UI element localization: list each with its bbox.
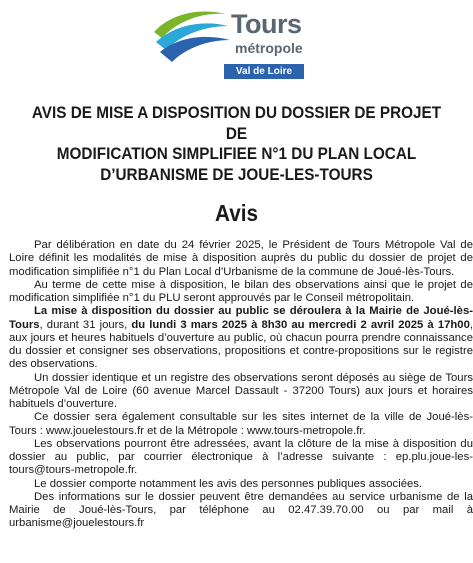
logo-swoosh-icon xyxy=(152,6,232,66)
paragraph: Un dossier identique et un registre des observations seront déposés au siège de Tours Métropole Val de Loire (60 avenue Marcel Dassault - 37200 Tours) aux jours et horaires habituels d’ouverture. xyxy=(9,371,473,410)
title-line: AVIS DE MISE A DISPOSITION DU DOSSIER DE PROJET DE xyxy=(31,103,442,143)
notice-title xyxy=(24,103,450,185)
logo-region-badge: Val de Loire xyxy=(224,64,304,79)
title-line: MODIFICATION SIMPLIFIEE N°1 DU PLAN LOCAL xyxy=(56,144,417,163)
schedule-details: , aux jours et heures habituels d’ouverture au public, où chacun pourra prendre connaissance du dossier et consigner ses observations, propositions et contre-propositions sur le registre des observations. xyxy=(9,318,473,371)
tours-metropole-logo xyxy=(152,6,322,82)
paragraph-websites: Ce dossier sera également consultable sur les sites internet de la ville de Joué-lès-Tours : www.jouelestours.fr et de la Métropole : www.tours-metropole.fr. xyxy=(9,411,473,437)
schedule-dates: du lundi 3 mars 2025 à 8h30 au mercredi 2 avril 2025 à 17h00 xyxy=(131,318,470,331)
title-line: D’URBANISME DE JOUE-LES-TOURS xyxy=(100,164,373,184)
schedule-location: La mise à disposition du dossier au public se déroulera à la Mairie de Joué-lès-Tours xyxy=(9,305,473,331)
notice-body xyxy=(9,239,473,531)
paragraph-contact: Des informations sur le dossier peuvent être demandées au service urbanisme de la Mairie de Joué-lès-Tours, par téléphone au 02.47.39.70.00 ou par mail à urbanisme@jouelestours.fr xyxy=(9,490,473,530)
logo-name: Tours xyxy=(231,9,302,39)
paragraph-schedule xyxy=(9,305,473,371)
avis-heading: Avis xyxy=(215,200,258,226)
paragraph-email: Les observations pourront être adressées, avant la clôture de la mise à disposition du dossier au public, par courrier électronique à l’adresse suivante : ep.plu.joue-les-tours@tours-metropole.fr. xyxy=(9,437,473,477)
logo-subtitle: métropole xyxy=(235,40,303,56)
paragraph: Par délibération en date du 24 février 2025, le Président de Tours Métropole Val de Loire définit les modalités de mise à disposition auprès du public du dossier de projet de modification simplifiée n°1 du Plan Local d’Urbanisme de la commune de Joué-lès-Tours. xyxy=(9,239,473,278)
paragraph: Au terme de cette mise à disposition, le bilan des observations ainsi que le projet de modification simplifiée n°1 du PLU seront approuvés par le Conseil métropolitain. xyxy=(9,278,473,304)
schedule-duration: , durant 31 jours, xyxy=(39,318,132,331)
paragraph: Le dossier comporte notamment les avis des personnes publiques associées. xyxy=(34,477,423,490)
